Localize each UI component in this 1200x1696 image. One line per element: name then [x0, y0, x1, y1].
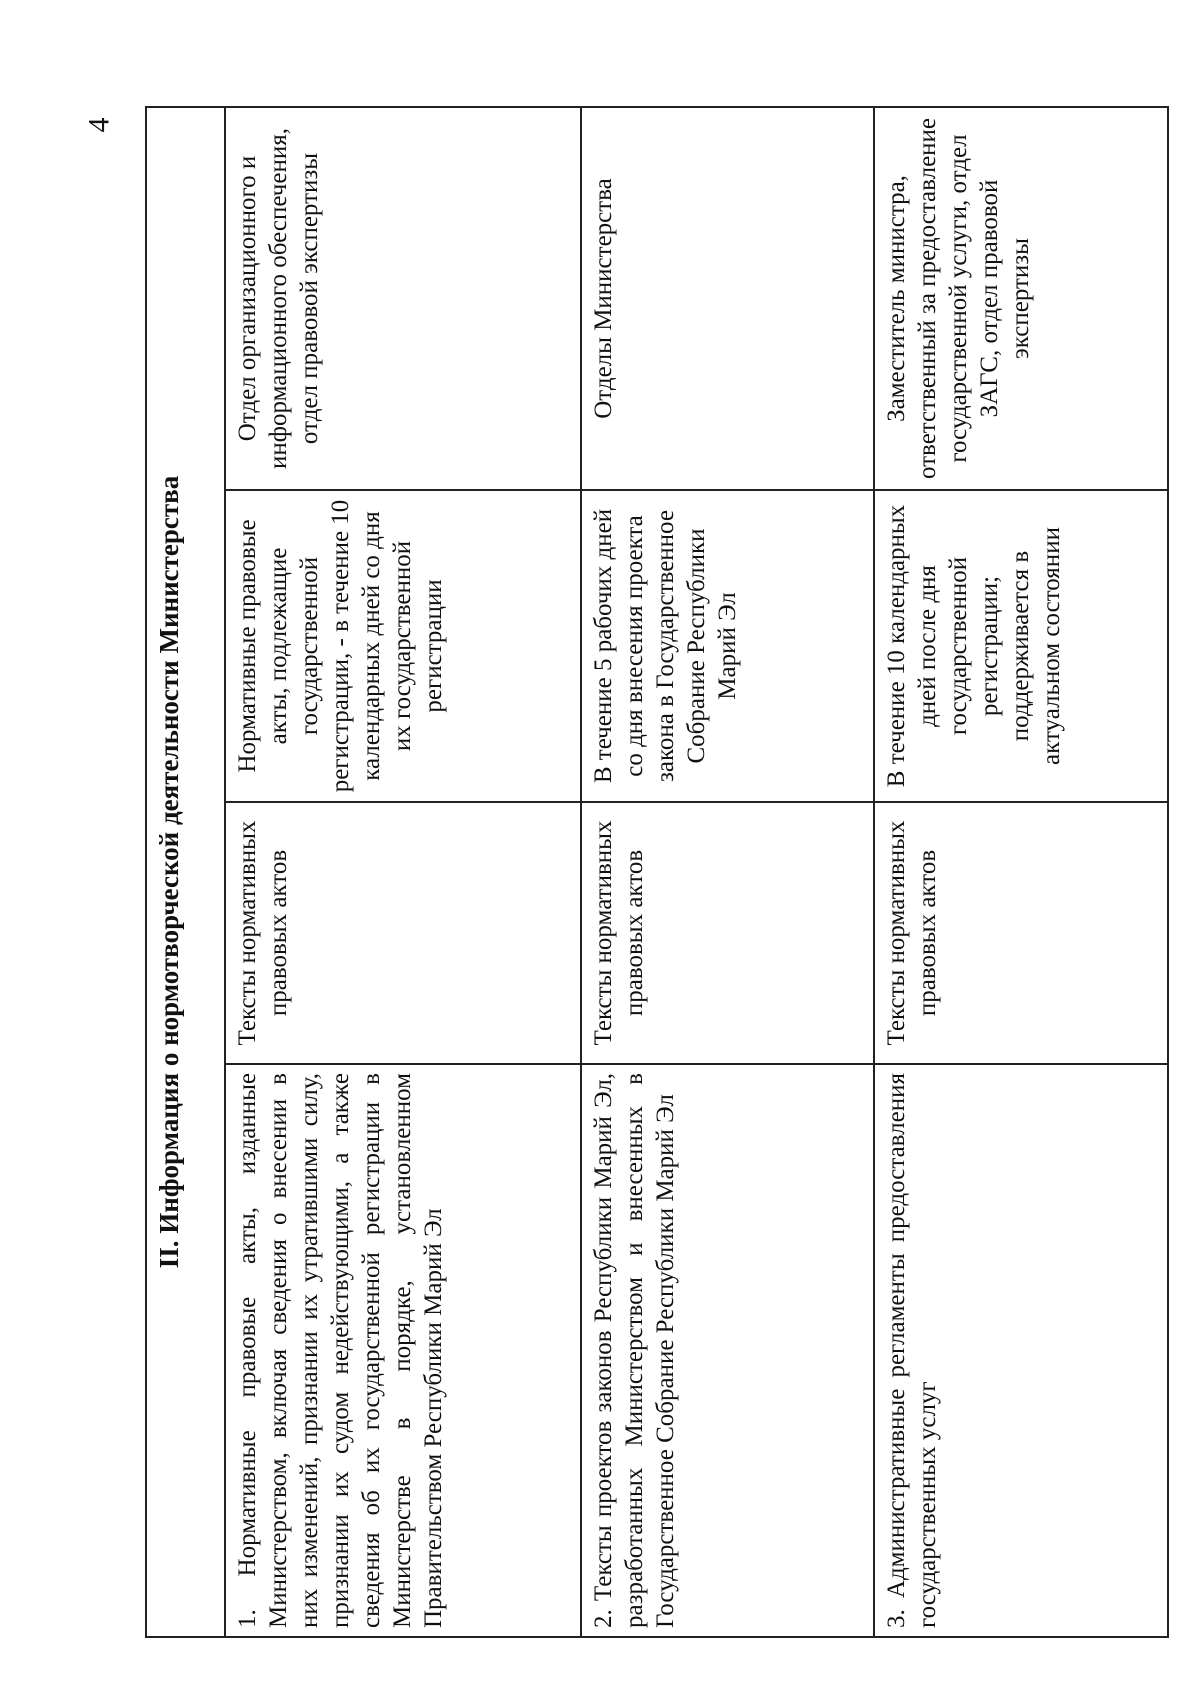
row-period: Нормативные правовые акты, подлежащие государственной регистрации, - в течение 10 календарных дней со дня их государственной регистрации	[225, 490, 581, 802]
row-responsible: Отделы Министерства	[581, 107, 875, 490]
section-header-row	[146, 107, 225, 1637]
table-container	[145, 108, 1169, 1638]
row-responsible: Заместитель министра, ответственный за предоставление государственной услуги, отдел ЗАГС, отдел правовой экспертизы	[874, 107, 1168, 490]
table-row	[581, 107, 875, 1637]
page-number: 4	[82, 117, 116, 133]
rotated-table-frame	[145, 108, 1169, 1638]
row-content: Тексты нормативных правовых актов	[581, 802, 875, 1064]
row-period: В течение 5 рабочих дней со дня внесения проекта закона в Государственное Собрание Республики Марий Эл	[581, 490, 875, 802]
section-title: II. Информация о нормотворческой деятельности Министерства	[146, 107, 225, 1637]
normative-activity-table	[145, 106, 1169, 1638]
row-period: В течение 10 календарных дней после дня государственной регистрации; поддерживается в актуальном состоянии	[874, 490, 1168, 802]
row-description: 2. Тексты проектов законов Республики Марий Эл, разработанных Министерством и внесенных в Государственное Собрание Республики Марий Эл	[581, 1064, 875, 1637]
row-responsible: Отдел организационного и информационного обеспечения, отдел правовой экспертизы	[225, 107, 581, 490]
row-content: Тексты нормативных правовых актов	[874, 802, 1168, 1064]
row-description: 1. Нормативные правовые акты, изданные Министерством, включая сведения о внесении в них изменений, признании их утратившими силу, признании их судом недействующими, а также сведения об их государственной регистрации в Министерстве в порядке, установленном Правительством Республики Марий Эл	[225, 1064, 581, 1637]
table-row	[225, 107, 581, 1637]
table-row	[874, 107, 1168, 1637]
row-description: 3. Административные регламенты предоставления государственных услуг	[874, 1064, 1168, 1637]
row-content: Тексты нормативных правовых актов	[225, 802, 581, 1064]
